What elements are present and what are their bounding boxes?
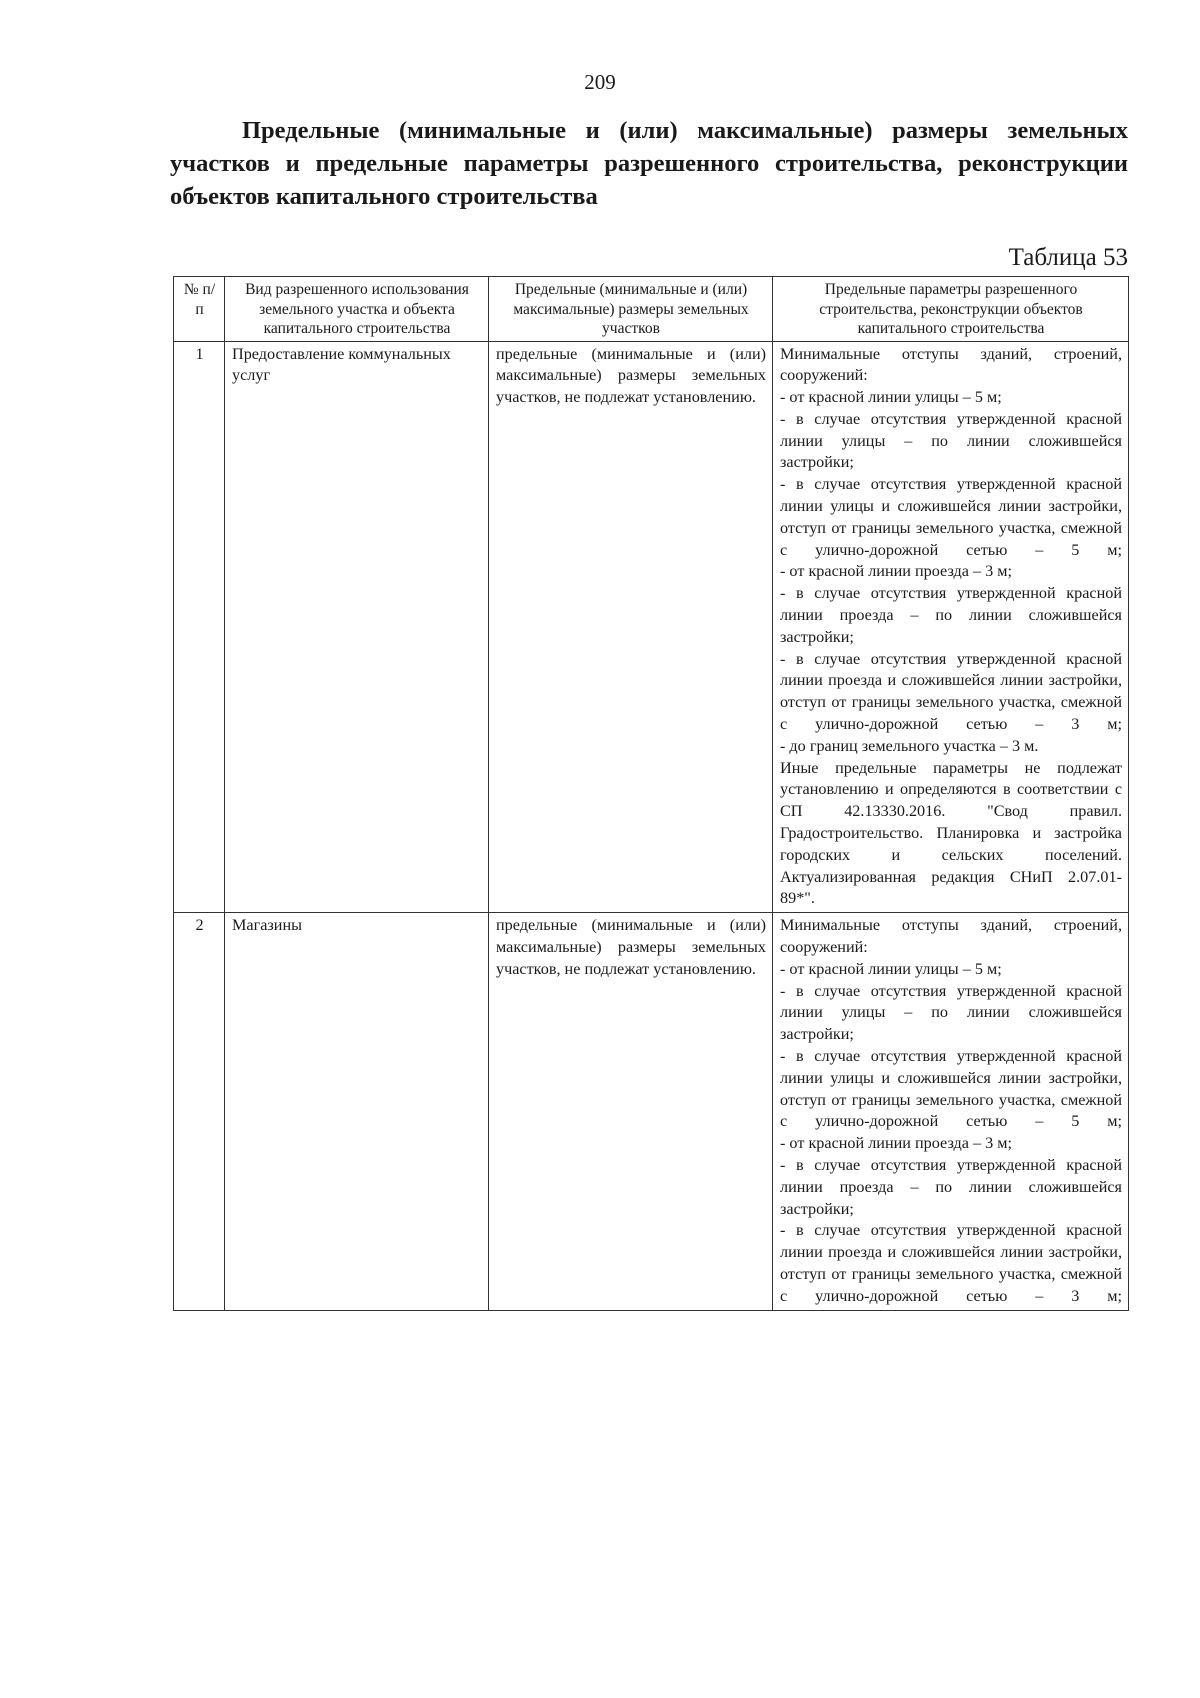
row-number: 1 bbox=[174, 341, 225, 913]
table-caption: Таблица 53 bbox=[1008, 244, 1128, 271]
param-line: - от красной линии проезда – 3 м; bbox=[780, 1134, 1013, 1153]
param-line: - от красной линии улицы – 5 м; bbox=[780, 959, 1002, 978]
param-line: - в случае отсутствия утвержденной красной линии улицы и сложившейся линии застройки, отступ от границы земельного участка, смежной с улично-дорожной сетью – 5 м; bbox=[780, 1047, 1122, 1131]
param-line: - до границ земельного участка – 3 м. bbox=[780, 736, 1039, 755]
header-building-params: Предельные параметры разрешенного строительства, реконструкции объектов капитального строительства bbox=[773, 277, 1129, 342]
table-row bbox=[174, 341, 1129, 913]
row-building-params bbox=[773, 341, 1129, 913]
param-line: Минимальные отступы зданий, строений, сооружений: bbox=[780, 916, 1122, 957]
row-plot-sizes: предельные (минимальные и (или) максимальные) размеры земельных участков, не подлежат установлению. bbox=[489, 341, 773, 913]
param-line: - от красной линии проезда – 3 м; bbox=[780, 562, 1013, 581]
param-line: - от красной линии улицы – 5 м; bbox=[780, 388, 1002, 407]
param-line: - в случае отсутствия утвержденной красной линии проезда – по линии сложившейся застройки; bbox=[780, 1155, 1122, 1218]
table-row bbox=[174, 913, 1129, 1310]
row-plot-sizes: предельные (минимальные и (или) максимальные) размеры земельных участков, не подлежат установлению. bbox=[489, 913, 773, 1310]
table-header-row bbox=[174, 277, 1129, 342]
param-line: - в случае отсутствия утвержденной красной линии проезда – по линии сложившейся застройки; bbox=[780, 584, 1122, 646]
row-building-params bbox=[773, 913, 1129, 1310]
param-line: Минимальные отступы зданий, строений, сооружений: bbox=[780, 344, 1122, 385]
row-number: 2 bbox=[174, 913, 225, 1310]
param-line: Иные предельные параметры не подлежат установлению и определяются в соответствии с СП 42.13330.2016. "Свод правил. Градостроительство. Планировка и застройка городских и сельских поселений. Актуализированная редакция СНиП 2.07.01-89*". bbox=[780, 758, 1122, 908]
param-line: - в случае отсутствия утвержденной красной линии улицы – по линии сложившейся застройки; bbox=[780, 981, 1122, 1044]
param-line: - в случае отсутствия утвержденной красной линии улицы и сложившейся линии застройки, отступ от границы земельного участка, смежной с улично-дорожной сетью – 5 м; bbox=[780, 475, 1122, 559]
row-use-type: Предоставление коммунальных услуг bbox=[225, 341, 489, 913]
param-line: - в случае отсутствия утвержденной красной линии улицы – по линии сложившейся застройки; bbox=[780, 409, 1122, 472]
param-line: - в случае отсутствия утвержденной красной линии проезда и сложившейся линии застройки, отступ от границы земельного участка, смежной с улично-дорожной сетью – 3 м; bbox=[780, 1221, 1122, 1305]
page-number: 209 bbox=[584, 70, 616, 94]
document-title: Предельные (минимальные и (или) максимальные) размеры земельных участков и предельные параметры разрешенного строительства, реконструкции объектов капитального строительства bbox=[170, 117, 1128, 210]
header-number: № п/п bbox=[174, 277, 225, 342]
regulations-table bbox=[173, 276, 1129, 1311]
param-line: - в случае отсутствия утвержденной красной линии проезда и сложившейся линии застройки, отступ от границы земельного участка, смежной с улично-дорожной сетью – 3 м; bbox=[780, 649, 1122, 734]
row-use-type: Магазины bbox=[225, 913, 489, 1310]
header-use-type: Вид разрешенного использования земельного участка и объекта капитального строительства bbox=[225, 277, 489, 342]
header-plot-sizes: Предельные (минимальные и (или) максимальные) размеры земельных участков bbox=[489, 277, 773, 342]
